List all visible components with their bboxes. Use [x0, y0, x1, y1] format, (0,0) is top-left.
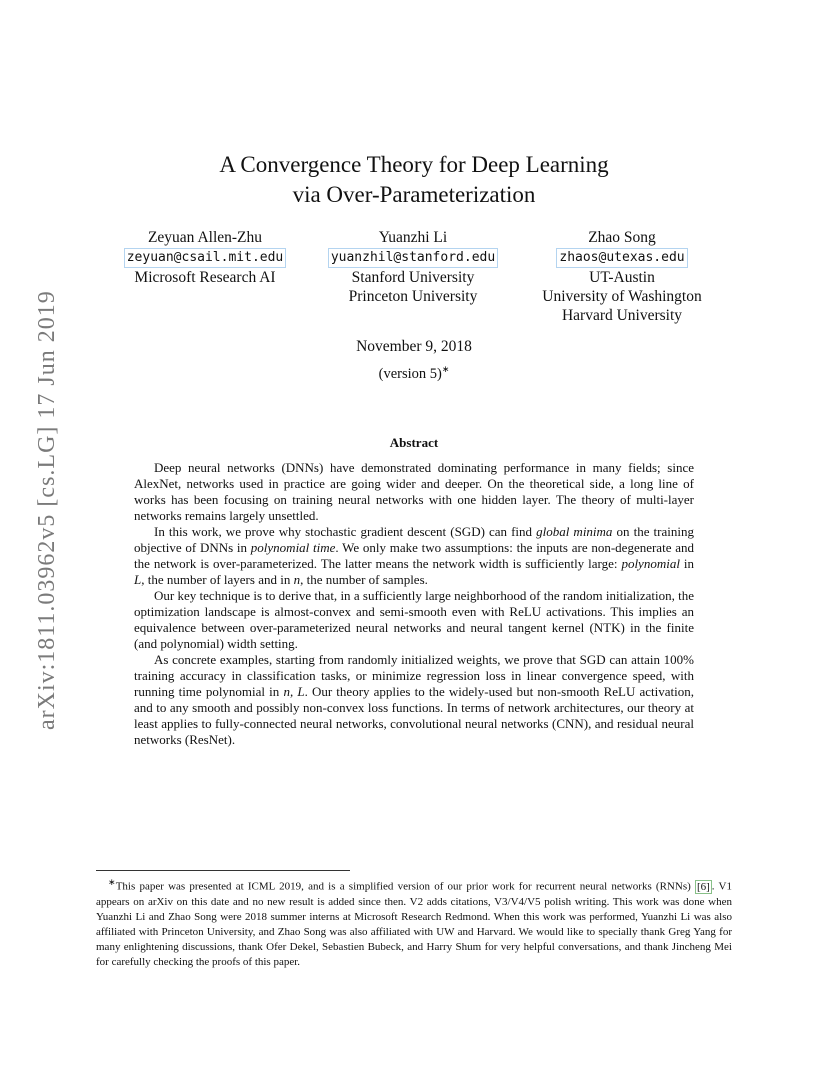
math-symbol: n, L [283, 684, 305, 699]
footnote-rule [96, 870, 350, 871]
abstract-paragraph: Our key technique is to derive that, in a sufficiently large neighborhood of the random initialization, the optimization landscape is almost-convex and semi-smooth even with ReLU activations. This implies an equivalence between over-parameterized neural networks and neural tangent kernel (NTK) in the finite (and polynomial) width setting. [134, 588, 694, 651]
author-affiliation: University of Washington [542, 288, 702, 305]
abstract-paragraph: Deep neural networks (DNNs) have demonstrated dominating performance in many fields; since AlexNet, networks used in practice are going wider and deeper. On the theoretical side, a long line of works has been focusing on training neural networks with one hidden layer. The theory of multi-layer networks remains largely unsettled. [134, 460, 694, 523]
author-block-3 [528, 228, 716, 325]
author-affiliation: Harvard University [561, 307, 683, 324]
title-line-1: A Convergence Theory for Deep Learning [219, 152, 609, 177]
author-block-2 [320, 228, 506, 306]
abstract-paragraph: As concrete examples, starting from randomly initialized weights, we prove that SGD can attain 100% training accuracy in classification tasks, or minimize regression loss in linear convergence speed, with running time polynomial in n, L. Our theory applies to the widely-used but non-smooth ReLU activation, and to any smooth and possibly non-convex loss functions. In terms of network architectures, our theory at least applies to fully-connected neural networks, convolutional neural networks (CNN), and residual neural networks (ResNet). [134, 652, 694, 747]
emphasis: global minima [536, 524, 613, 539]
footnote [96, 875, 732, 970]
paper-version [0, 364, 828, 383]
emphasis: polynomial time [250, 540, 336, 555]
footnote-mark: ∗ [108, 877, 116, 887]
author-email-link[interactable]: zhaos@utexas.edu [556, 248, 687, 268]
abstract-paragraph: In this work, we prove why stochastic gradient descent (SGD) can find global minima on the training objective of DNNs in polynomial time. We only make two assumptions: the inputs are non-degenerate and the network is over-parameterized. The latter means the network width is sufficiently large: polynomial in L, the number of layers and in n, the number of samples. [134, 524, 694, 587]
author-name: Zeyuan Allen-Zhu [147, 229, 263, 246]
footnote-mark[interactable]: ∗ [441, 364, 450, 374]
arxiv-sidebar-id: arXiv:1811.03962v5 [cs.LG] 17 Jun 2019 [34, 290, 60, 730]
author-email-link[interactable]: yuanzhil@stanford.edu [328, 248, 498, 268]
footnote-text: ∗This paper was presented at ICML 2019, and is a simplified version of our prior work for recurrent neural networks (RNNs) [6] . V1 appears on arXiv on this date and no new result is added since then. V2 adds citations, V3/V4/V5 polish writing. This work was done when Yuanzhi Li and Zhao Song were 2018 summer interns at Microsoft Research Redmond. When this work was performed, Yuanzhi Li was also affiliated with Princeton University, and Zhao Song was also affiliated with UW and Harvard. We would like to specially thank Greg Yang for many enlightening discussions, thank Ofer Dekel, Sebastien Bubeck, and Harry Shum for very helpful conversations, and thank Jincheng Mei for carefully checking the proofs of this paper. [96, 877, 732, 968]
author-affiliation: Princeton University [348, 288, 478, 305]
abstract-body [134, 460, 694, 748]
author-name: Yuanzhi Li [378, 229, 448, 246]
math-symbol: n [293, 572, 301, 587]
version-label: (version 5) [378, 365, 442, 382]
author-affiliation: UT-Austin [589, 269, 655, 286]
author-email-link[interactable]: zeyuan@csail.mit.edu [124, 248, 287, 268]
title-line-2: via Over-Parameterization [292, 182, 536, 207]
author-affiliation: Stanford University [351, 269, 475, 286]
emphasis: polynomial [621, 556, 680, 571]
paper-date: November 9, 2018 [356, 338, 472, 355]
author-affiliation: Microsoft Research AI [134, 269, 276, 286]
author-block-1 [117, 228, 293, 287]
abstract-heading: Abstract [389, 435, 439, 450]
author-name: Zhao Song [588, 229, 656, 246]
paper-title [0, 150, 828, 210]
math-symbol: L [134, 572, 142, 587]
citation-link[interactable]: [6] [696, 880, 710, 893]
